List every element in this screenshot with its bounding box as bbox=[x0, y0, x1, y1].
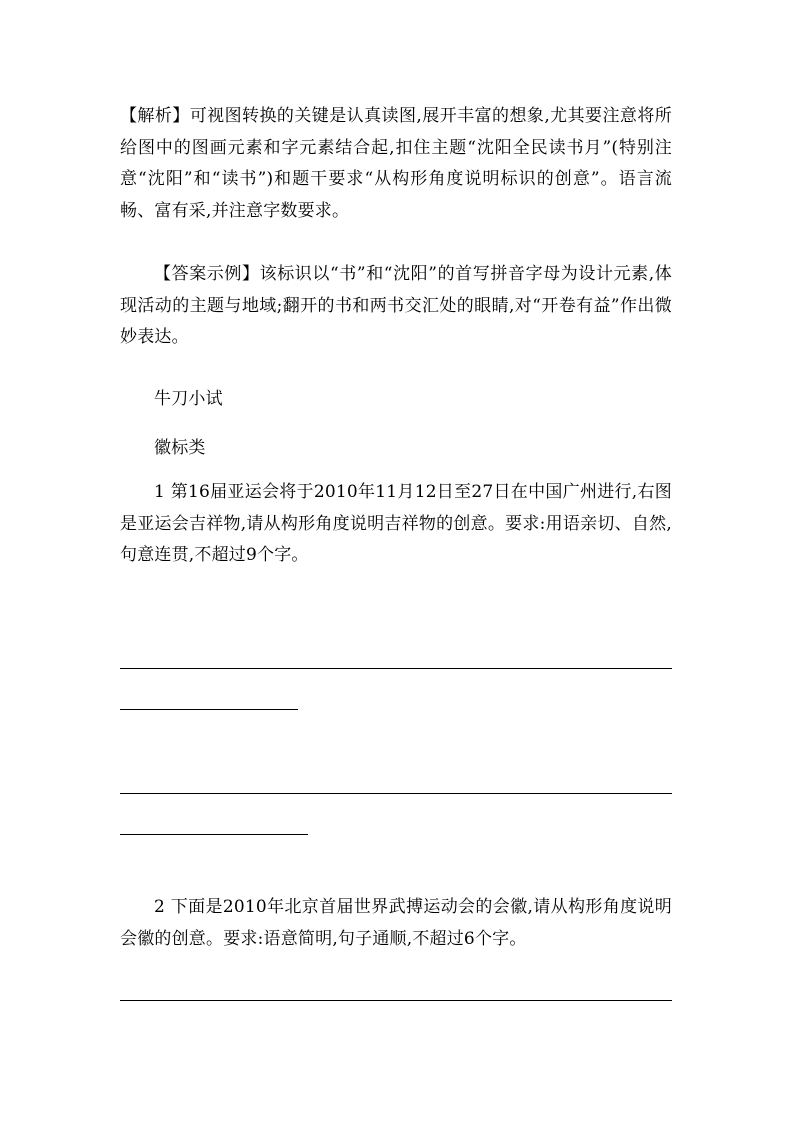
answer-line bbox=[120, 668, 672, 669]
answer-line bbox=[120, 709, 298, 710]
answer-line bbox=[120, 834, 308, 835]
section-title: 牛刀小试 bbox=[154, 389, 223, 409]
answer-line bbox=[120, 793, 672, 794]
analysis-paragraph: 【解析】可视图转换的关键是认真读图,展开丰富的想象,尤其要注意将所给图中的图画元素和字元素结合起,扣住主题“沈阳全民读书月”(特别注意“沈阳”和“读书”)和题干要求“从构形角度说明标识的创意”。语言流畅、富有采,并注意字数要求。 bbox=[120, 106, 672, 221]
question-1-text: 1 第16届亚运会将于2010年11月12日至27日在中国广州进行,右图是亚运会吉祥物,请从构形角度说明吉祥物的创意。要求:用语亲切、自然,句意连贯,不超过9个字。 bbox=[120, 482, 672, 565]
answer-example-paragraph: 【答案示例】该标识以“书”和“沈阳”的首写拼音字母为设计元素,体现活动的主题与地域;翻开的书和两书交汇处的眼睛,对“开卷有益”作出微妙表达。 bbox=[120, 264, 672, 347]
question-2-text: 2 下面是2010年北京首届世界武搏运动会的会徽,请从构形角度说明会徽的创意。要求:语意简明,句子通顺,不超过6个字。 bbox=[120, 897, 672, 949]
answer-line bbox=[120, 1000, 672, 1001]
section-subtitle: 徽标类 bbox=[154, 438, 206, 458]
